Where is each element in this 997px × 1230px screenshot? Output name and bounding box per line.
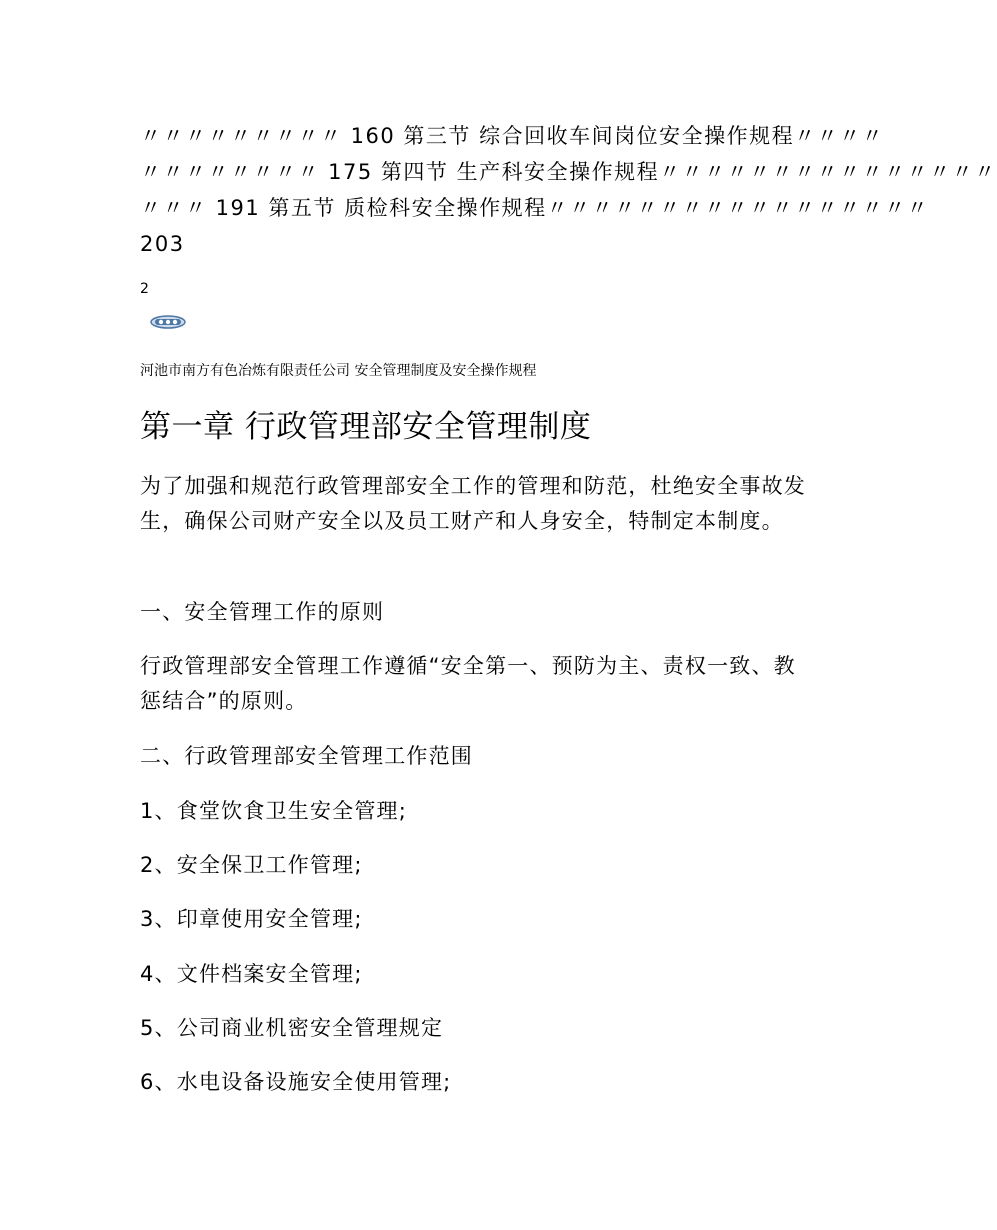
principles-paragraph: 行政管理部安全管理工作遵循“安全第一、预防为主、责权一致、教惩结合”的原则。 [140, 654, 796, 713]
section-heading-scope: 二、行政管理部安全管理工作范围 [140, 744, 473, 768]
toc-line: 〃〃〃〃〃〃〃〃〃 160 第三节 综合回收车间岗位安全操作规程〃〃〃〃 [140, 124, 885, 148]
toc-line: 203 [140, 232, 185, 256]
list-item: 5、公司商业机密安全管理规定 [140, 1016, 444, 1040]
list-item: 4、文件档案安全管理; [140, 962, 363, 986]
list-item: 1、食堂饮食卫生安全管理; [140, 799, 408, 823]
list-item: 6、水电设备设施安全使用管理; [140, 1070, 452, 1094]
section-heading-principles: 一、安全管理工作的原则 [140, 600, 385, 624]
intro-paragraph: 为了加强和规范行政管理部安全工作的管理和防范，杜绝安全事故发生，确保公司财产安全以及员工财产和人身安全，特制定本制度。 [140, 474, 806, 533]
toc-line: 〃〃〃 191 第五节 质检科安全操作规程〃〃〃〃〃〃〃〃〃〃〃〃〃〃〃〃〃 [140, 196, 930, 220]
list-item: 3、印章使用安全管理; [140, 907, 363, 931]
chapter-title: 第一章 行政管理部安全管理制度 [140, 409, 592, 445]
page-number: 2 [140, 281, 149, 297]
document-header: 河池市南方有色冶炼有限责任公司 安全管理制度及安全操作规程 [140, 363, 537, 379]
toc-line: 〃〃〃〃〃〃〃〃 175 第四节 生产科安全操作规程〃〃〃〃〃〃〃〃〃〃〃〃〃〃〃 [140, 160, 997, 184]
table-of-contents [140, 118, 997, 262]
company-logo-icon [148, 312, 188, 332]
list-item: 2、安全保卫工作管理; [140, 853, 363, 877]
